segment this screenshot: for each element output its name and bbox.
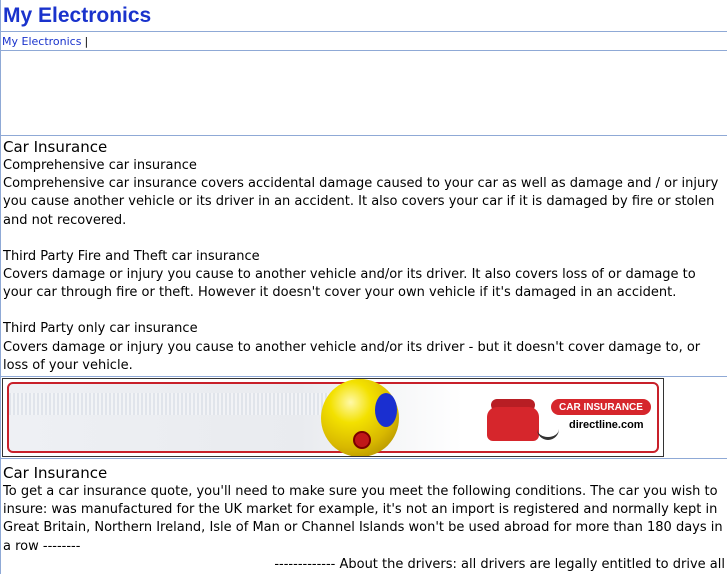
main-content bbox=[1, 138, 727, 375]
banner-url-text: directline.com bbox=[569, 419, 644, 432]
section-two-text-cut: ------------- About the drivers: all drivers are legally entitled to drive all bbox=[274, 556, 725, 572]
spacer bbox=[3, 230, 725, 248]
block-text-comprehensive: Comprehensive car insurance covers accidental damage caused to your car as well as damage and / or injury you cause another vehicle or its driver in an accident. It also covers your car if it is damaged by fire or stolen and not recovered. bbox=[3, 176, 719, 228]
ball-blue-patch bbox=[375, 393, 397, 427]
nav-separator: | bbox=[84, 34, 89, 48]
spacer bbox=[3, 302, 725, 320]
block-text-third-party-only: Covers damage or injury you cause to another vehicle and/or its driver - but it doesn't cover damage to, or loss of your vehicle. bbox=[3, 339, 701, 373]
ball-red-spot bbox=[353, 431, 371, 449]
blank-ad-area bbox=[1, 51, 727, 136]
block-text-third-party-fire-theft: Covers damage or injury you cause to another vehicle and/or its driver. It also covers loss of or damage to your car through fire or theft. However it doesn't cover your own vehicle if it's damaged in an accident. bbox=[3, 267, 696, 301]
section-two-text: To get a car insurance quote, you'll need to make sure you meet the following conditions. The car you wish to insure: was manufactured for the UK market for example, it's not an import is registered and normally kept in Great Britain, Northern Ireland, Isle of Man or Channel Islands won't be used abroad for more than 180 days in a row -------- bbox=[3, 484, 723, 554]
block-title-third-party-fire-theft: Third Party Fire and Theft car insurance bbox=[3, 248, 260, 264]
red-phone-icon bbox=[487, 407, 539, 441]
car-insurance-button[interactable]: CAR INSURANCE bbox=[551, 399, 651, 415]
section-two bbox=[1, 459, 727, 574]
section-heading-car-insurance-2: Car Insurance bbox=[3, 464, 108, 483]
nav-bar bbox=[1, 32, 727, 51]
section-heading-car-insurance: Car Insurance bbox=[3, 138, 108, 156]
nav-link-my-electronics[interactable]: My Electronics bbox=[2, 34, 82, 48]
block-title-comprehensive: Comprehensive car insurance bbox=[3, 158, 197, 173]
directline-banner-ad[interactable] bbox=[2, 378, 664, 457]
banner-stripes bbox=[9, 393, 329, 415]
header bbox=[1, 0, 727, 32]
block-title-third-party-only: Third Party only car insurance bbox=[3, 321, 198, 337]
banner-row bbox=[1, 376, 727, 459]
site-title-link[interactable]: My Electronics bbox=[3, 3, 152, 27]
